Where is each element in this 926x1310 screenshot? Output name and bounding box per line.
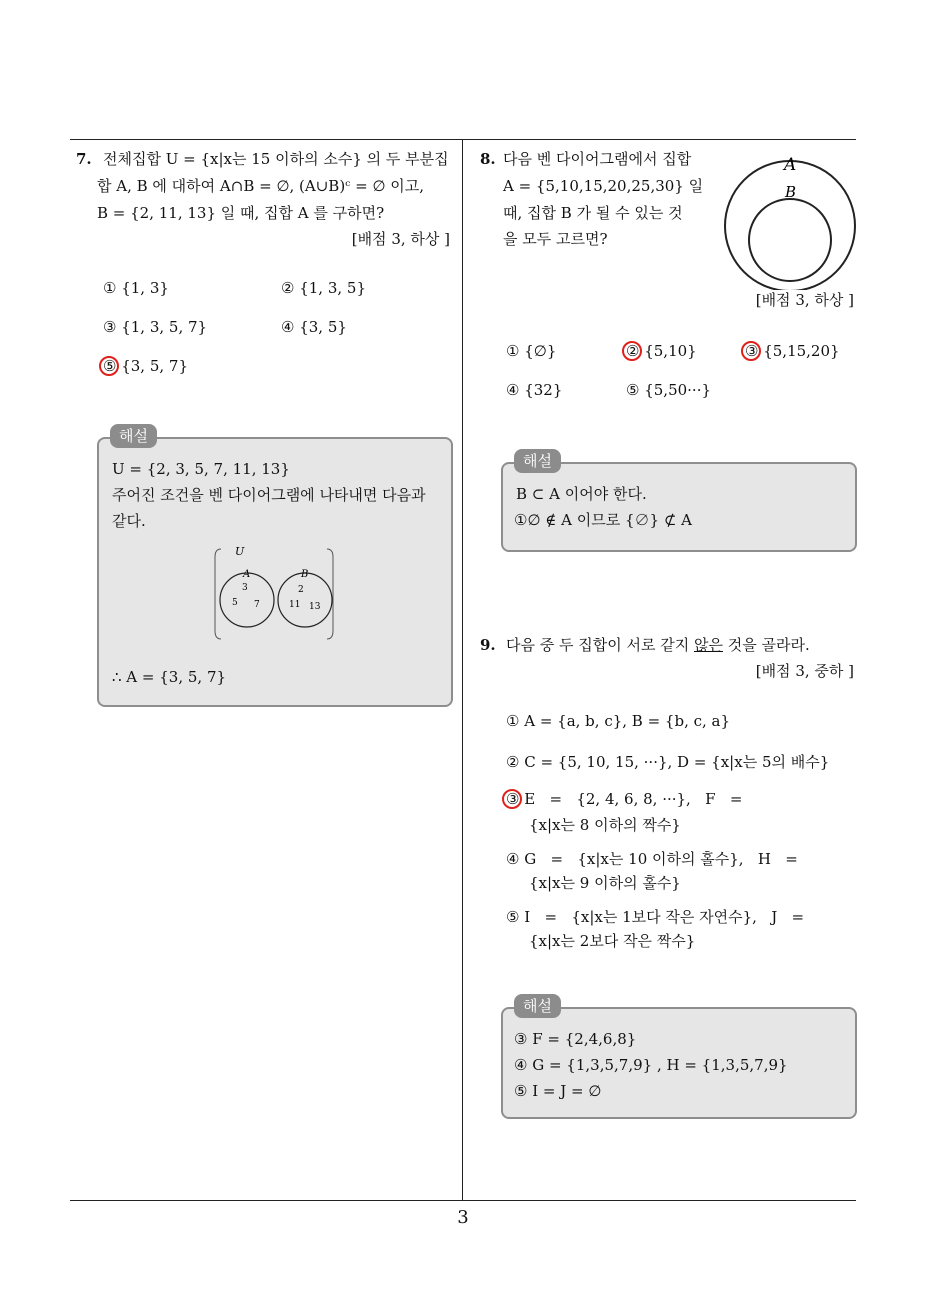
venn-inner-circle-b (749, 199, 831, 281)
q7-choice-5[interactable]: ⑤ {3, 5, 7} (103, 357, 189, 375)
q9-choice-4[interactable]: ④ G = {x|x는 10 이하의 홀수}, H = (506, 850, 798, 868)
q8-choice-3[interactable]: ③ {5,15,20} (745, 342, 840, 360)
q8-venn-diagram (722, 150, 860, 290)
q7-answer-mark (99, 356, 119, 376)
q7-choice-3[interactable]: ③ {1, 3, 5, 7} (103, 318, 208, 336)
q7-sol-conclusion: ∴ A = {3, 5, 7} (112, 668, 227, 686)
q7-score: [배점 3, 하상 ] (351, 230, 450, 248)
venn-inner-label: B (785, 183, 797, 201)
q8-answer-mark-3 (741, 341, 761, 361)
q7-choice-1[interactable]: ① {1, 3} (103, 279, 169, 297)
q7-sol-line2: 주어진 조건을 벤 다이어그램에 나타내면 다음과 (112, 486, 426, 504)
q8-choice-1[interactable]: ① {∅} (506, 342, 557, 360)
venn-outer-label: A (784, 155, 797, 175)
q7-sol-line1: U = {2, 3, 5, 7, 11, 13} (112, 460, 290, 478)
q8-choice-4[interactable]: ④ {32} (506, 381, 563, 399)
q9-choice-2[interactable]: ② C = {5, 10, 15, ···}, D = {x|x는 5의 배수} (506, 753, 830, 771)
q9-sol-line2: ④ G = {1,3,5,7,9} , H = {1,3,5,7,9} (514, 1056, 788, 1074)
top-rule (70, 139, 856, 140)
venn-outer-circle-a (725, 161, 855, 290)
q7-choice-4[interactable]: ④ {3, 5} (281, 318, 347, 336)
q9-question: 다음 중 두 집합이 서로 같지 않은 것을 골라라. (506, 636, 810, 654)
page-number: 3 (457, 1207, 469, 1228)
venn-a-element-3: 7 (254, 600, 260, 610)
column-divider (462, 139, 463, 1201)
venn-universe-label: U (235, 545, 245, 558)
q8-line1: 다음 벤 다이어그램에서 집합 (503, 150, 692, 168)
q7-number: 7. (76, 150, 92, 168)
q9-answer-mark (502, 789, 522, 809)
q8-choice-5[interactable]: ⑤ {5,50···} (626, 381, 712, 399)
q9-choice-5-cont[interactable]: {x|x는 2보다 작은 짝수} (529, 932, 696, 950)
q9-sol-line3: ⑤ I = J = ∅ (514, 1082, 602, 1100)
q8-line2: A = {5,10,15,20,25,30} 일 (503, 177, 704, 195)
q9-underlined-word: 않은 (694, 636, 723, 654)
venn-b-element-2: 11 (289, 600, 301, 610)
q9-choice-3-cont[interactable]: {x|x는 8 이하의 짝수} (529, 816, 681, 834)
venn-b-element-1: 2 (298, 585, 304, 595)
venn-set-b-label: B (301, 569, 309, 580)
q8-line3: 때, 집합 B 가 될 수 있는 것 (503, 204, 683, 222)
venn-a-element-1: 3 (242, 583, 248, 593)
q9-number: 9. (480, 636, 496, 654)
q8-sol-line1: B ⊂ A 이어야 한다. (516, 485, 647, 503)
q7-venn-diagram (209, 543, 339, 643)
q9-sol-line1: ③ F = {2,4,6,8} (514, 1030, 637, 1048)
q7-solution-tag: 해설 (110, 424, 157, 448)
q7-line1: 전체집합 U = {x|x는 15 이하의 소수} 의 두 부분집 (103, 150, 449, 168)
bottom-rule (70, 1200, 856, 1201)
q7-line2: 합 A, B 에 대하여 A∩B = ∅, (A∪B)ᶜ = ∅ 이고, (97, 177, 425, 195)
q9-solution-tag: 해설 (514, 994, 561, 1018)
q9-choice-4-cont[interactable]: {x|x는 9 이하의 홀수} (529, 874, 681, 892)
venn-a-element-2: 5 (232, 598, 238, 608)
q8-solution-box (501, 462, 857, 552)
venn-circle-b (278, 573, 332, 627)
q9-score: [배점 3, 중하 ] (755, 662, 854, 680)
q7-choice-2[interactable]: ② {1, 3, 5} (281, 279, 367, 297)
venn-b-element-3: 13 (309, 602, 321, 612)
q8-score: [배점 3, 하상 ] (755, 291, 854, 309)
venn-set-a-label: A (243, 569, 251, 580)
q8-sol-line2: ①∅ ∉ A 이므로 {∅} ⊄ A (514, 511, 693, 529)
venn-universe-right-bracket (327, 549, 333, 639)
q8-choice-2[interactable]: ② {5,10} (626, 342, 697, 360)
q9-choice-5[interactable]: ⑤ I = {x|x는 1보다 작은 자연수}, J = (506, 908, 805, 926)
q9-solution-box (501, 1007, 857, 1119)
venn-circle-a (220, 573, 274, 627)
q8-answer-mark-2 (622, 341, 642, 361)
q7-line3: B = {2, 11, 13} 일 때, 집합 A 를 구하면? (97, 204, 385, 222)
q7-solution-box (97, 437, 453, 707)
q9-choice-1[interactable]: ① A = {a, b, c}, B = {b, c, a} (506, 712, 731, 730)
q8-number: 8. (480, 150, 496, 168)
q8-solution-tag: 해설 (514, 449, 561, 473)
q8-line4: 을 모두 고르면? (503, 230, 608, 248)
q7-sol-line3: 같다. (112, 512, 146, 530)
q9-choice-3[interactable]: ③ E = {2, 4, 6, 8, ···}, F = (506, 790, 743, 808)
